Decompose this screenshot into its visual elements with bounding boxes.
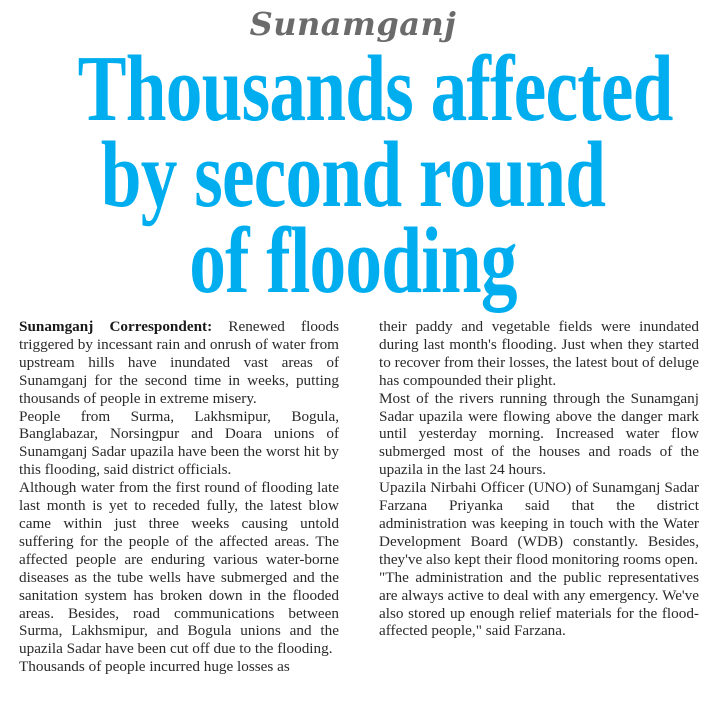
- headline: [0, 37, 706, 313]
- section-kicker: Sunamganj: [249, 5, 457, 43]
- article-paragraph: "The administration and the public representatives are always active to deal with any emergency. We've also stored up enough relief materials for the flood-affected people," said Farzana.: [379, 568, 699, 640]
- lead-text: Renewed floods triggered by incessant rain and onrush of water from upstream hills have inundated vast areas of Sunamganj for the second time in weeks, putting thousands of people in extreme misery.: [19, 318, 340, 407]
- article-paragraph: their paddy and vegetable fields were inundated during last month's flooding. Just when they started to recover from their losses, the latest bout of deluge has compounded their plight.: [379, 318, 699, 389]
- headline-line-1: Thousands affected: [77, 37, 673, 141]
- article-paragraph: Thousands of people incurred huge losses as: [19, 658, 290, 676]
- article-body: [19, 318, 699, 707]
- article-paragraph: Although water from the first round of flooding late last month is yet to receded fully, the latest blow came within just three weeks causing untold suffering for the people of the affected areas. The affected people are enduring various water-borne diseases as the tube wells have submerged and the sanitation system has broken down in the flooded areas. Besides, road communications between Surma, Lakhsmipur, and Bogula unions and the upazila Sadar have been cut off due to the flooding.: [19, 479, 339, 658]
- headline-line-2: by second round: [100, 123, 606, 227]
- article-column-1: [19, 318, 339, 707]
- byline: Sunamganj Correspondent:: [19, 318, 213, 335]
- headline-line-3: of flooding: [189, 209, 517, 313]
- article-paragraph: Most of the rivers running through the Sunamganj Sadar upazila were flowing above the danger mark until yesterday morning. Increased water flow submerged most of the houses and roads of the upazila in the last 24 hours.: [379, 389, 699, 479]
- article-paragraph: People from Surma, Lakhsmipur, Bogula, Banglabazar, Norsingpur and Doara unions of Sunamganj Sadar upazila have been the worst hit by this flooding, said district officials.: [19, 407, 339, 479]
- article-column-2: [379, 318, 699, 707]
- article-paragraph: [19, 318, 339, 408]
- article-paragraph: Upazila Nirbahi Officer (UNO) of Sunamganj Sadar Farzana Priyanka said that the district administration was keeping in touch with the Water Development Board (WDB) constantly. Besides, they've also kept their flood monitoring rooms open.: [379, 479, 699, 568]
